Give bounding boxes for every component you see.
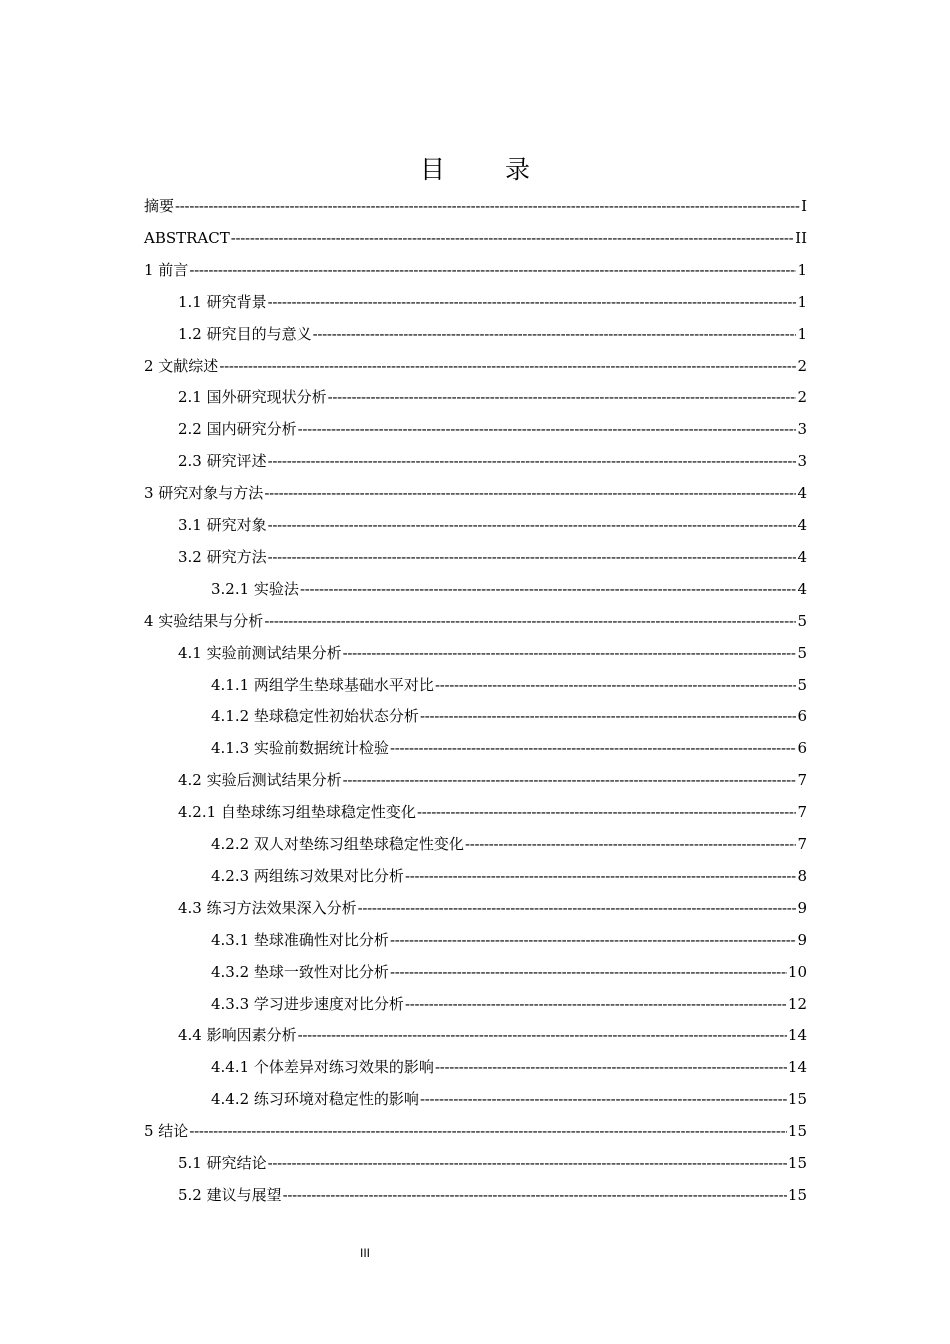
toc-entry[interactable]: [144, 545, 807, 569]
toc-entry-page: 12: [787, 994, 807, 1013]
toc-leader-dashes: [298, 417, 797, 441]
toc-leader-dashes: [328, 385, 797, 409]
toc-entry-label: 4.3.2 垫球一致性对比分析: [211, 962, 389, 981]
toc-entry-label: 3.2.1 实验法: [211, 579, 299, 598]
toc-entry[interactable]: [144, 417, 807, 441]
toc-entry-page: 7: [797, 835, 807, 853]
toc-entry-page: 2: [797, 356, 807, 375]
toc-entry[interactable]: [144, 322, 807, 346]
toc-leader-dashes: [283, 1183, 787, 1207]
toc-entry[interactable]: [144, 513, 807, 537]
toc-leader-dashes: [268, 449, 797, 473]
toc-entry[interactable]: [144, 226, 807, 250]
toc-entry[interactable]: [144, 1151, 807, 1175]
toc-entry-page: 5: [797, 611, 807, 630]
toc-entry-page: 14: [787, 1058, 807, 1077]
toc-entry-label: 1 前言: [144, 260, 189, 279]
toc-entry[interactable]: [144, 704, 807, 728]
toc-leader-dashes: [435, 673, 797, 697]
toc-entry[interactable]: [144, 385, 807, 409]
toc-leader-dashes: [343, 768, 797, 792]
toc-leader-dashes: [435, 1055, 787, 1079]
toc-entry-page: II: [795, 228, 807, 247]
toc-entry[interactable]: [144, 1119, 807, 1143]
toc-entry-page: 7: [797, 771, 807, 790]
toc-entry[interactable]: [144, 768, 807, 792]
toc-leader-dashes: [390, 928, 797, 952]
toc-entry-page: 9: [797, 898, 807, 917]
page-number: III: [359, 1246, 370, 1260]
toc-leader-dashes: [465, 832, 797, 856]
toc-entry[interactable]: [144, 1055, 807, 1079]
toc-entry-page: 5: [797, 675, 807, 694]
toc-entry-page: 5: [797, 643, 807, 662]
toc-leader-dashes: [189, 258, 796, 282]
toc-leader-dashes: [264, 609, 796, 633]
toc-leader-dashes: [358, 896, 797, 920]
toc-entry-page: I: [801, 197, 807, 215]
toc-leader-dashes: [175, 194, 800, 218]
toc-leader-dashes: [417, 800, 797, 824]
toc-entry-label: 2.3 研究评述: [178, 452, 267, 471]
toc-entry[interactable]: [144, 832, 807, 856]
toc-entry[interactable]: [144, 896, 807, 920]
toc-entry-label: 1.2 研究目的与意义: [178, 324, 312, 343]
toc-entry-page: 8: [797, 866, 807, 885]
toc-entry-page: 15: [787, 1185, 807, 1204]
toc-entry-page: 1: [797, 260, 807, 279]
toc-entry-label: 4.3 练习方法效果深入分析: [178, 898, 357, 917]
toc-entry[interactable]: [144, 641, 807, 665]
toc-entry-page: 6: [797, 707, 807, 726]
toc-entry[interactable]: [144, 800, 807, 824]
toc-leader-dashes: [300, 577, 797, 601]
toc-entry-label: 4.1 实验前测试结果分析: [178, 643, 342, 662]
toc-entry-label: 2.2 国内研究分析: [178, 420, 297, 439]
toc-leader-dashes: [231, 226, 794, 250]
toc-entry-page: 4: [797, 516, 807, 534]
toc-entry-page: 4: [797, 547, 807, 566]
toc-entry-label: 2.1 国外研究现状分析: [178, 388, 327, 407]
toc-entry-page: 4: [797, 579, 807, 598]
toc-entry-page: 10: [787, 962, 807, 981]
toc-entry-page: 15: [787, 1090, 807, 1109]
toc-leader-dashes: [390, 736, 797, 760]
toc-entry-label: 4.1.1 两组学生垫球基础水平对比: [211, 675, 434, 694]
toc-leader-dashes: [264, 481, 796, 505]
toc-entry[interactable]: [144, 258, 807, 282]
toc-entry[interactable]: [144, 960, 807, 984]
toc-entry[interactable]: [144, 481, 807, 505]
toc-entry-label: 4.2 实验后测试结果分析: [178, 771, 342, 790]
toc-leader-dashes: [298, 1023, 787, 1047]
toc-leader-dashes: [343, 641, 797, 665]
toc-entry[interactable]: [144, 194, 807, 218]
toc-entry-label: 摘要: [144, 197, 175, 215]
toc-leader-dashes: [420, 704, 797, 728]
toc-entry[interactable]: [144, 609, 807, 633]
toc-leader-dashes: [219, 354, 796, 378]
toc-entry-page: 3: [797, 420, 807, 439]
toc-entry-label: 3 研究对象与方法: [144, 484, 264, 503]
toc-leader-dashes: [313, 322, 797, 346]
toc-entry-label: 4.1.3 实验前数据统计检验: [211, 739, 389, 758]
toc-entry-page: 4: [797, 484, 807, 503]
toc-entry-label: ABSTRACT: [144, 228, 230, 247]
toc-entry[interactable]: [144, 864, 807, 888]
toc-entry-label: 1.1 研究背景: [178, 292, 267, 311]
toc-entry[interactable]: [144, 673, 807, 697]
toc-entry-label: 3.2 研究方法: [178, 547, 267, 566]
toc-leader-dashes: [268, 1151, 787, 1175]
toc-entry-label: 4 实验结果与分析: [144, 611, 264, 630]
toc-entry[interactable]: [144, 1023, 807, 1047]
toc-entry-label: 4.3.1 垫球准确性对比分析: [211, 930, 389, 949]
toc-entry[interactable]: [144, 736, 807, 760]
toc-entry-page: 7: [797, 803, 807, 822]
toc-entry-label: 5.2 建议与展望: [178, 1185, 282, 1204]
toc-leader-dashes: [405, 992, 787, 1016]
toc-entry-label: 5 结论: [144, 1122, 189, 1141]
toc-entry-label: 4.1.2 垫球稳定性初始状态分析: [211, 707, 419, 726]
toc-entry-page: 1: [797, 324, 807, 343]
toc-entry[interactable]: [144, 354, 807, 378]
toc-entry-label: 4.3.3 学习进步速度对比分析: [211, 994, 404, 1013]
toc-entry-page: 6: [797, 739, 807, 758]
toc-entry-label: 3.1 研究对象: [178, 516, 267, 534]
toc-leader-dashes: [268, 513, 797, 537]
toc-leader-dashes: [405, 864, 797, 888]
toc-entry-label: 5.1 研究结论: [178, 1154, 267, 1172]
toc-entry[interactable]: [144, 928, 807, 952]
toc-title: 目 录: [420, 155, 556, 184]
toc-entry-page: 15: [787, 1122, 807, 1141]
toc-entry-page: 1: [797, 292, 807, 311]
toc-entry[interactable]: [144, 992, 807, 1016]
toc-entry-label: 2 文献综述: [144, 356, 219, 375]
toc-entry-label: 4.2.3 两组练习效果对比分析: [211, 866, 404, 885]
toc-entry-page: 14: [787, 1026, 807, 1045]
toc-entry-page: 3: [797, 452, 807, 471]
toc-entry[interactable]: [144, 577, 807, 601]
toc-leader-dashes: [390, 960, 787, 984]
toc-entry-label: 4.4 影响因素分析: [178, 1026, 297, 1045]
toc-entry[interactable]: [144, 290, 807, 314]
toc-leader-dashes: [268, 290, 797, 314]
toc-entry[interactable]: [144, 449, 807, 473]
toc-entry-page: 2: [797, 388, 807, 407]
toc-entry[interactable]: [144, 1183, 807, 1207]
toc-leader-dashes: [268, 545, 797, 569]
toc-entry-label: 4.2.1 自垫球练习组垫球稳定性变化: [178, 803, 416, 822]
toc-entry[interactable]: [144, 1087, 807, 1111]
toc-leader-dashes: [189, 1119, 787, 1143]
toc-entry-label: 4.4.2 练习环境对稳定性的影响: [211, 1090, 419, 1109]
toc-entry-label: 4.4.1 个体差异对练习效果的影响: [211, 1058, 434, 1077]
toc-leader-dashes: [420, 1087, 787, 1111]
toc-entry-page: 15: [787, 1154, 807, 1172]
toc-entry-page: 9: [797, 930, 807, 949]
toc-entry-label: 4.2.2 双人对垫练习组垫球稳定性变化: [211, 835, 464, 853]
